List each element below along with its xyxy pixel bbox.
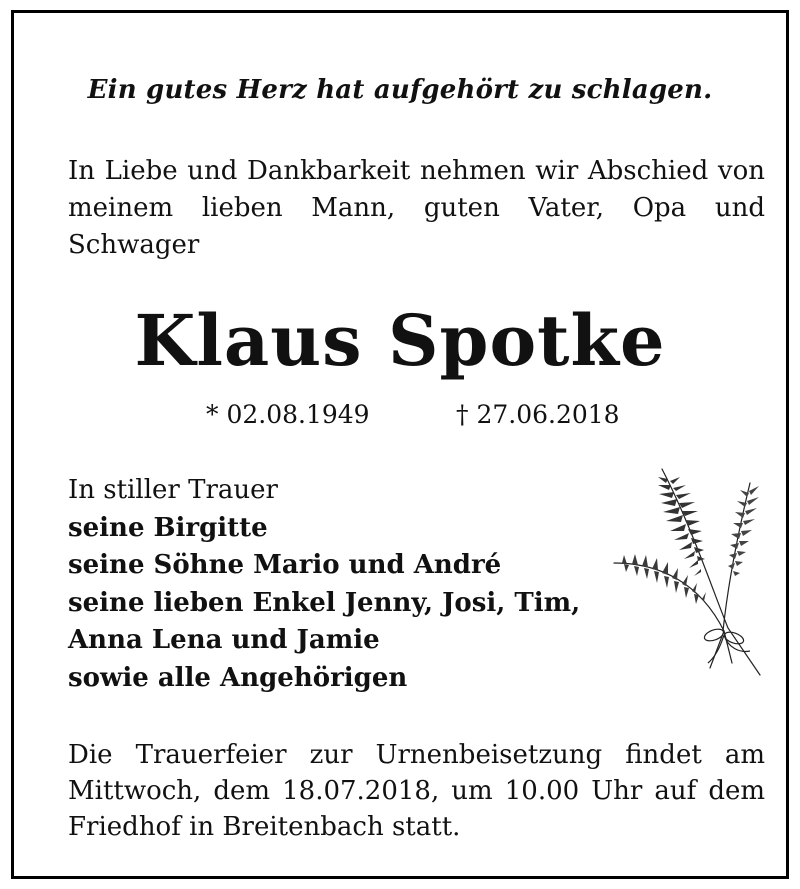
death-date: † 27.06.2018 xyxy=(456,400,620,429)
mourner-line: seine Birgitte xyxy=(68,512,268,543)
mourners-block xyxy=(68,472,580,697)
obituary-frame xyxy=(11,10,789,879)
mourner-line: sowie alle Angehörigen xyxy=(68,662,408,693)
mourners-intro: In stiller Trauer xyxy=(68,475,278,505)
service-text: Die Trauerfeier zur Urnenbeisetzung findet am Mittwoch, dem 18.07.2018, um 10.00 Uhr auf dem Friedhof in Breitenbach statt. xyxy=(68,740,765,842)
mourner-line: seine lieben Enkel Jenny, Josi, Tim, xyxy=(68,587,581,618)
intro-text: In Liebe und Dankbarkeit nehmen wir Abschied von meinem lieben Mann, guten Vater, Opa und Schwager xyxy=(68,156,765,260)
headline: Ein gutes Herz hat aufgehört zu schlagen. xyxy=(87,75,713,105)
deceased-name: Klaus Spotke xyxy=(134,299,666,382)
birth-date: * 02.08.1949 xyxy=(206,400,370,429)
mourner-line: seine Söhne Mario und André xyxy=(68,550,502,580)
fern-bouquet-icon xyxy=(610,463,770,685)
mourner-line: Anna Lena und Jamie xyxy=(68,625,380,655)
